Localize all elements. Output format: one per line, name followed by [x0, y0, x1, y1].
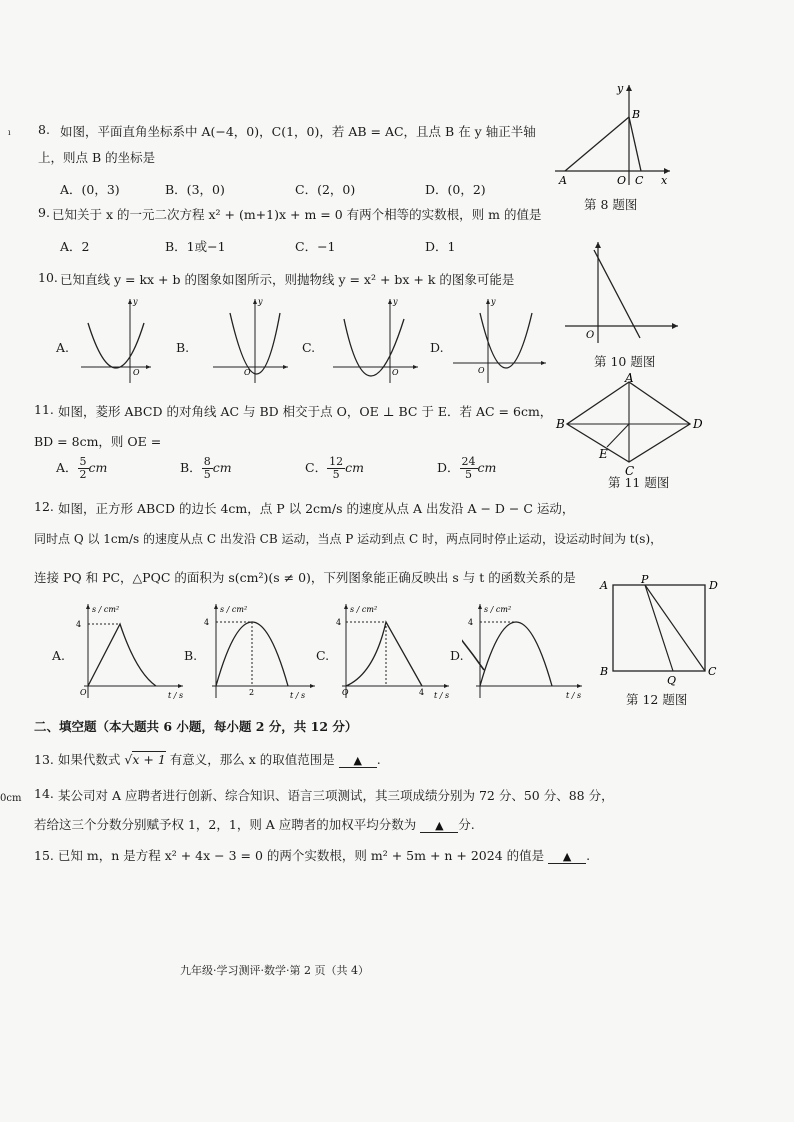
svg-text:s / cm²: s / cm²: [484, 605, 512, 614]
page-footer: 九年级·学习测评·数学·第 2 页（共 4）: [180, 964, 369, 977]
q10-figure-caption: 第 10 题图: [594, 354, 656, 369]
q8-line2: 上，则点 B 的坐标是: [38, 150, 156, 165]
q15: 15. 已知 m，n 是方程 x² + 4x − 3 = 0 的两个实数根，则 m² + 5m + n + 2024 的值是 ▲ .: [34, 848, 591, 863]
q9-text: 已知关于 x 的一元二次方程 x² + (m+1)x + m = 0 有两个相等的实数根，则 m 的值是: [52, 207, 542, 222]
q15-pre: 已知 m，n 是方程 x² + 4x − 3 = 0 的两个实数根，则 m² + 5m + n + 2024 的值是: [57, 848, 545, 863]
q8-fig-label-c: C: [635, 174, 644, 187]
section-2-title: 二、填空题（本大题共 6 小题，每小题 2 分，共 12 分）: [34, 719, 358, 734]
q11-line2: BD = 8cm，则 OE =: [34, 434, 162, 449]
svg-text:O: O: [478, 366, 485, 375]
q12-option-b-graph: [200, 598, 318, 702]
svg-text:O: O: [80, 688, 87, 697]
q10-option-a-graph: [78, 295, 153, 385]
svg-text:y: y: [258, 297, 263, 306]
q9-option-b: B．1或−1: [165, 239, 226, 254]
q12-option-a-graph: [68, 598, 186, 702]
q8-option-a: A．(0，3): [60, 182, 120, 197]
q10-option-c-graph: [330, 295, 420, 385]
q11-figure-caption: 第 11 题图: [608, 475, 670, 490]
q13-answer-blank[interactable]: ▲: [339, 752, 377, 768]
q13-number: 13.: [34, 752, 54, 767]
q10-option-c-letter: C.: [302, 340, 316, 355]
q9-option-a: A．2: [60, 239, 90, 254]
q8-figure-caption: 第 8 题图: [584, 197, 638, 212]
q10-option-a-letter: A.: [56, 340, 70, 355]
svg-text:4: 4: [204, 618, 210, 627]
q14-line2: 若给这三个分数分别赋予权 1，2，1，则 A 应聘者的加权平均分数为 ▲ 分.: [34, 817, 475, 832]
q11-fig-label-e: E: [599, 447, 608, 461]
svg-text:O: O: [244, 368, 251, 377]
q12-option-b-letter: B.: [184, 648, 198, 663]
q11-option-d: D． $\frac{24}{5}$ cm: [437, 455, 497, 481]
svg-text:4: 4: [336, 618, 342, 627]
q11-fig-label-a: A: [625, 372, 634, 385]
q9-option-d: D．1: [425, 239, 456, 254]
q10-figure: [560, 238, 680, 348]
q9-number: 9.: [38, 205, 50, 220]
q13: 13. 如果代数式 √x + 1 有意义，那么 x 的取值范围是 ▲ .: [34, 752, 381, 767]
q8-fig-label-y: y: [617, 82, 624, 95]
q12-fig-label-c: C: [708, 665, 717, 678]
svg-text:O: O: [133, 368, 140, 377]
svg-text:s / cm²: s / cm²: [220, 605, 248, 614]
q8-figure: [545, 80, 675, 190]
q12-option-d-letter: D.: [450, 648, 464, 663]
q8-line1: 如图，平面直角坐标系中 A(−4，0)，C(1，0)，若 AB = AC，且点 B 在 y 轴正半轴: [60, 124, 536, 139]
q14-answer-blank[interactable]: ▲: [420, 817, 458, 833]
q12-number: 12.: [34, 499, 54, 514]
q12-line3: 连接 PQ 和 PC，△PQC 的面积为 s(cm²)(s ≠ 0)，下列图象能正确反映出 s 与 t 的函数关系的是: [34, 570, 576, 585]
q8-fig-label-b: B: [632, 108, 641, 121]
q14-number: 14.: [34, 786, 54, 801]
q13-post: 有意义，那么 x 的取值范围是: [169, 752, 335, 767]
svg-text:t / s: t / s: [566, 691, 582, 700]
svg-text:O: O: [392, 368, 399, 377]
q13-pre: 如果代数式: [57, 752, 121, 767]
q10-fig-label-o: O: [586, 330, 595, 341]
svg-text:4: 4: [76, 620, 82, 629]
q12-option-c-letter: C.: [316, 648, 330, 663]
q10-option-b-letter: B.: [176, 340, 190, 355]
svg-text:t / s: t / s: [290, 691, 306, 700]
q8-fig-label-o: O: [617, 174, 627, 187]
q11-fig-label-d: D: [693, 417, 703, 431]
svg-text:2: 2: [249, 688, 255, 697]
q12-option-d-graph: [462, 598, 584, 702]
svg-text:s / cm²: s / cm²: [350, 605, 378, 614]
q10-number: 10.: [38, 270, 58, 285]
q12-fig-label-d: D: [709, 579, 718, 592]
q12-fig-label-a: A: [600, 579, 608, 592]
q11-number: 11.: [34, 402, 54, 417]
q14-line1: 某公司对 A 应聘者进行创新、综合知识、语言三项测试，其三项成绩分别为 72 分、50 分、88 分，: [58, 788, 614, 803]
margin-dot: ı: [8, 128, 11, 137]
svg-text:t / s: t / s: [168, 691, 184, 700]
q10-text: 已知直线 y = kx + b 的图象如图所示，则抛物线 y = x² + bx + k 的图象可能是: [60, 272, 515, 287]
svg-text:y: y: [491, 297, 496, 306]
q12-line2: 同时点 Q 以 1cm/s 的速度从点 C 出发沿 CB 运动，当点 P 运动到点 C 时，两点同时停止运动，设运动时间为 t(s)，: [34, 532, 663, 546]
margin-mark: 0cm: [0, 793, 22, 804]
q8-option-c: C．(2，0): [295, 182, 356, 197]
q12-fig-label-q: Q: [667, 674, 677, 687]
q12-option-c-graph: [334, 598, 452, 702]
q11-figure: [555, 372, 715, 477]
q11-fig-label-c: C: [625, 464, 635, 477]
svg-text:y: y: [393, 297, 398, 306]
q10-option-b-graph: [210, 295, 290, 385]
q8-number: 8.: [38, 122, 50, 137]
q12-fig-label-b: B: [600, 665, 609, 678]
svg-text:4: 4: [468, 618, 474, 627]
svg-text:s / cm²: s / cm²: [92, 605, 120, 614]
q10-option-d-graph: [450, 295, 550, 385]
q12-option-a-letter: A.: [52, 648, 66, 663]
q11-option-a: A． $\frac{5}{2}$ cm: [56, 455, 108, 481]
svg-text:O: O: [342, 688, 349, 697]
q13-radical: √x + 1: [124, 752, 166, 767]
svg-text:4: 4: [419, 688, 425, 697]
q8-option-d: D．(0，2): [425, 182, 486, 197]
q8-fig-label-a: A: [559, 174, 567, 187]
q12-line1: 如图，正方形 ABCD 的边长 4cm，点 P 以 2cm/s 的速度从点 A 出发沿 A − D − C 运动，: [58, 501, 575, 516]
q10-option-d-letter: D.: [430, 340, 444, 355]
q15-number: 15.: [34, 848, 54, 863]
q9-option-c: C．−1: [295, 239, 336, 254]
q8-fig-label-x: x: [661, 174, 668, 187]
q11-option-b: B． $\frac{8}{5}$ cm: [180, 455, 232, 481]
q12-figure-caption: 第 12 题图: [626, 692, 688, 707]
q12-fig-label-p: P: [641, 575, 649, 586]
q11-line1: 如图，菱形 ABCD 的对角线 AC 与 BD 相交于点 O，OE ⊥ BC 于 E．若 AC = 6cm，: [58, 404, 553, 419]
q11-option-c: C． $\frac{12}{5}$ cm: [305, 455, 364, 481]
svg-text:t / s: t / s: [434, 691, 450, 700]
q8-option-b: B．(3，0): [165, 182, 225, 197]
svg-text:y: y: [133, 297, 138, 306]
q15-answer-blank[interactable]: ▲: [548, 848, 586, 864]
q12-figure: [595, 575, 730, 687]
q11-fig-label-b: B: [556, 417, 565, 431]
